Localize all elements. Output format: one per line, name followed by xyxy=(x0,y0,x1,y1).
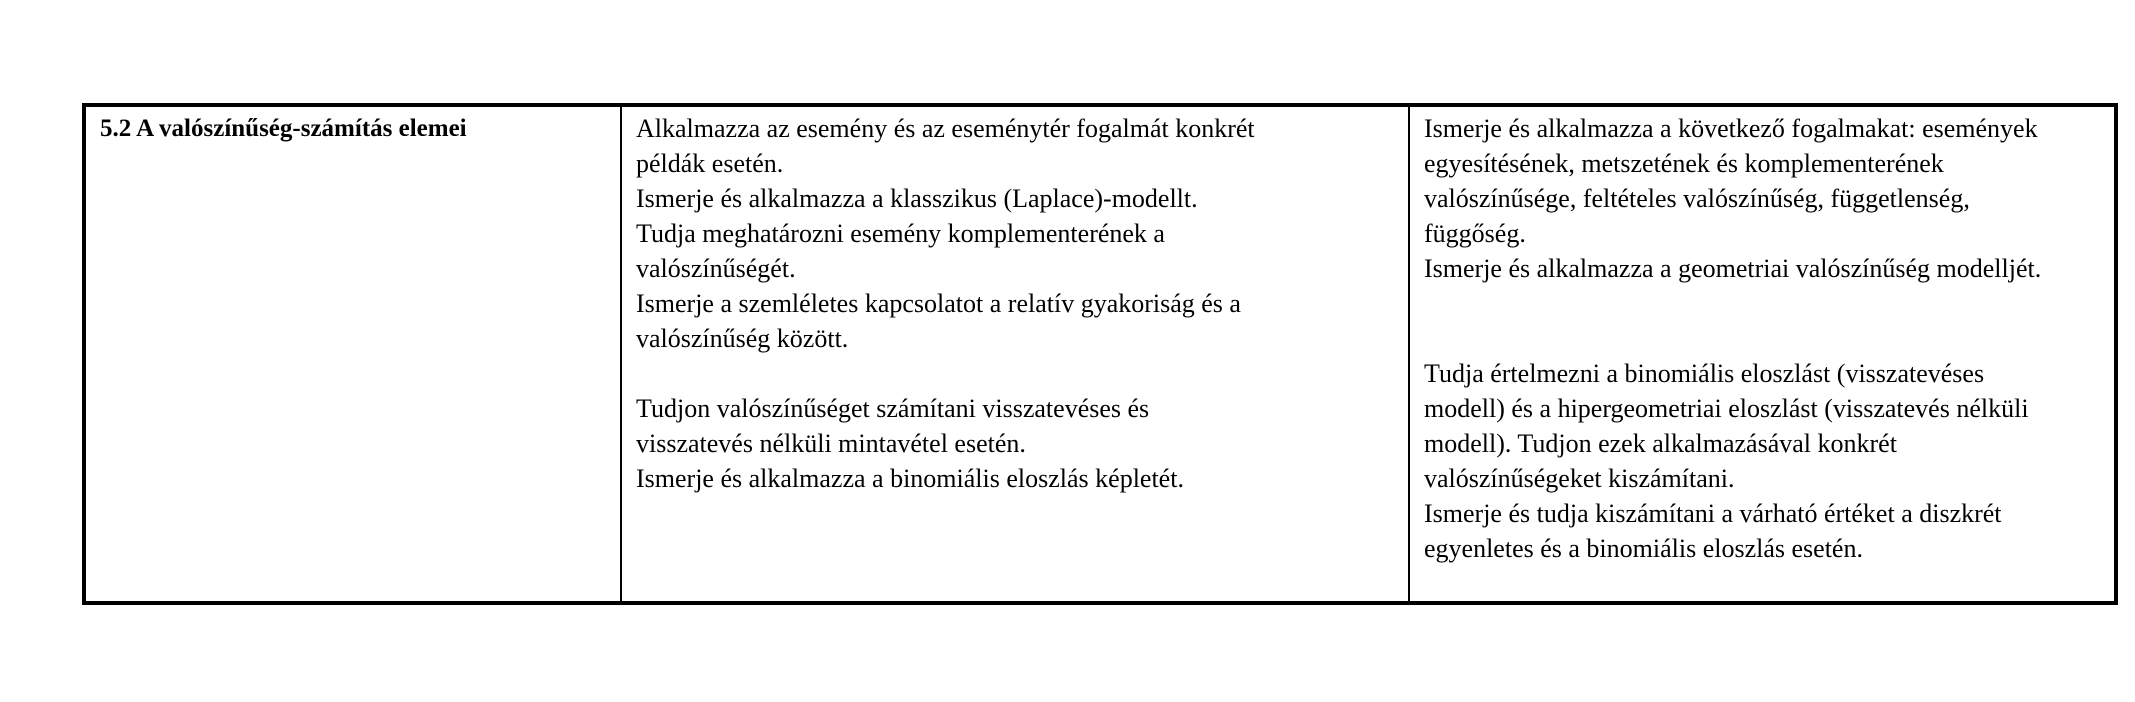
text-line: példák esetén. xyxy=(636,149,784,178)
requirements-table-grid xyxy=(86,107,2114,601)
requirements-table xyxy=(82,103,2118,605)
text-line: Ismerje és alkalmazza a következő fogalmakat: események xyxy=(1424,114,2038,143)
text-line: valószínűségeket kiszámítani. xyxy=(1424,464,1735,493)
text-line: egyesítésének, metszetének és komplementerének xyxy=(1424,149,1944,178)
text-line: valószínűsége, feltételes valószínűség, függetlenség, xyxy=(1424,184,1970,213)
text-line: Tudja meghatározni esemény komplementerének a xyxy=(636,219,1165,248)
text-line: Ismerje és alkalmazza a geometriai valószínűség modelljét. xyxy=(1424,254,2042,283)
advanced-level-cell xyxy=(1409,107,2114,601)
text-line: modell). Tudjon ezek alkalmazásával konkrét xyxy=(1424,429,1897,458)
text-line: modell) és a hipergeometriai eloszlást (visszatevés nélküli xyxy=(1424,394,2029,423)
topic-title: 5.2 A valószínűség-számítás elemei xyxy=(100,115,467,142)
text-line: függőség. xyxy=(1424,219,1526,248)
intermediate-level-cell xyxy=(621,107,1409,601)
text-line: Alkalmazza az esemény és az eseménytér fogalmát konkrét xyxy=(636,114,1255,143)
text-line: Tudja értelmezni a binomiális eloszlást (visszatevéses xyxy=(1424,359,1985,388)
text-line: valószínűségét. xyxy=(636,254,796,283)
advanced-block-1 xyxy=(1424,111,2102,286)
advanced-block-2 xyxy=(1424,356,2102,566)
text-line: visszatevés nélküli mintavétel esetén. xyxy=(636,429,1026,458)
table-row xyxy=(86,107,2114,601)
text-line: valószínűség között. xyxy=(636,324,849,353)
intermediate-block-1 xyxy=(636,111,1396,356)
text-line: egyenletes és a binomiális eloszlás esetén. xyxy=(1424,534,1863,563)
intermediate-block-2 xyxy=(636,391,1396,496)
text-line: Ismerje és alkalmazza a klasszikus (Laplace)-modellt. xyxy=(636,184,1198,213)
text-line: Tudjon valószínűséget számítani visszatevéses és xyxy=(636,394,1150,423)
topic-cell xyxy=(86,107,621,601)
text-line: Ismerje és tudja kiszámítani a várható értéket a diszkrét xyxy=(1424,499,2002,528)
text-line: Ismerje a szemléletes kapcsolatot a relatív gyakoriság és a xyxy=(636,289,1241,318)
text-line: Ismerje és alkalmazza a binomiális eloszlás képletét. xyxy=(636,464,1184,493)
